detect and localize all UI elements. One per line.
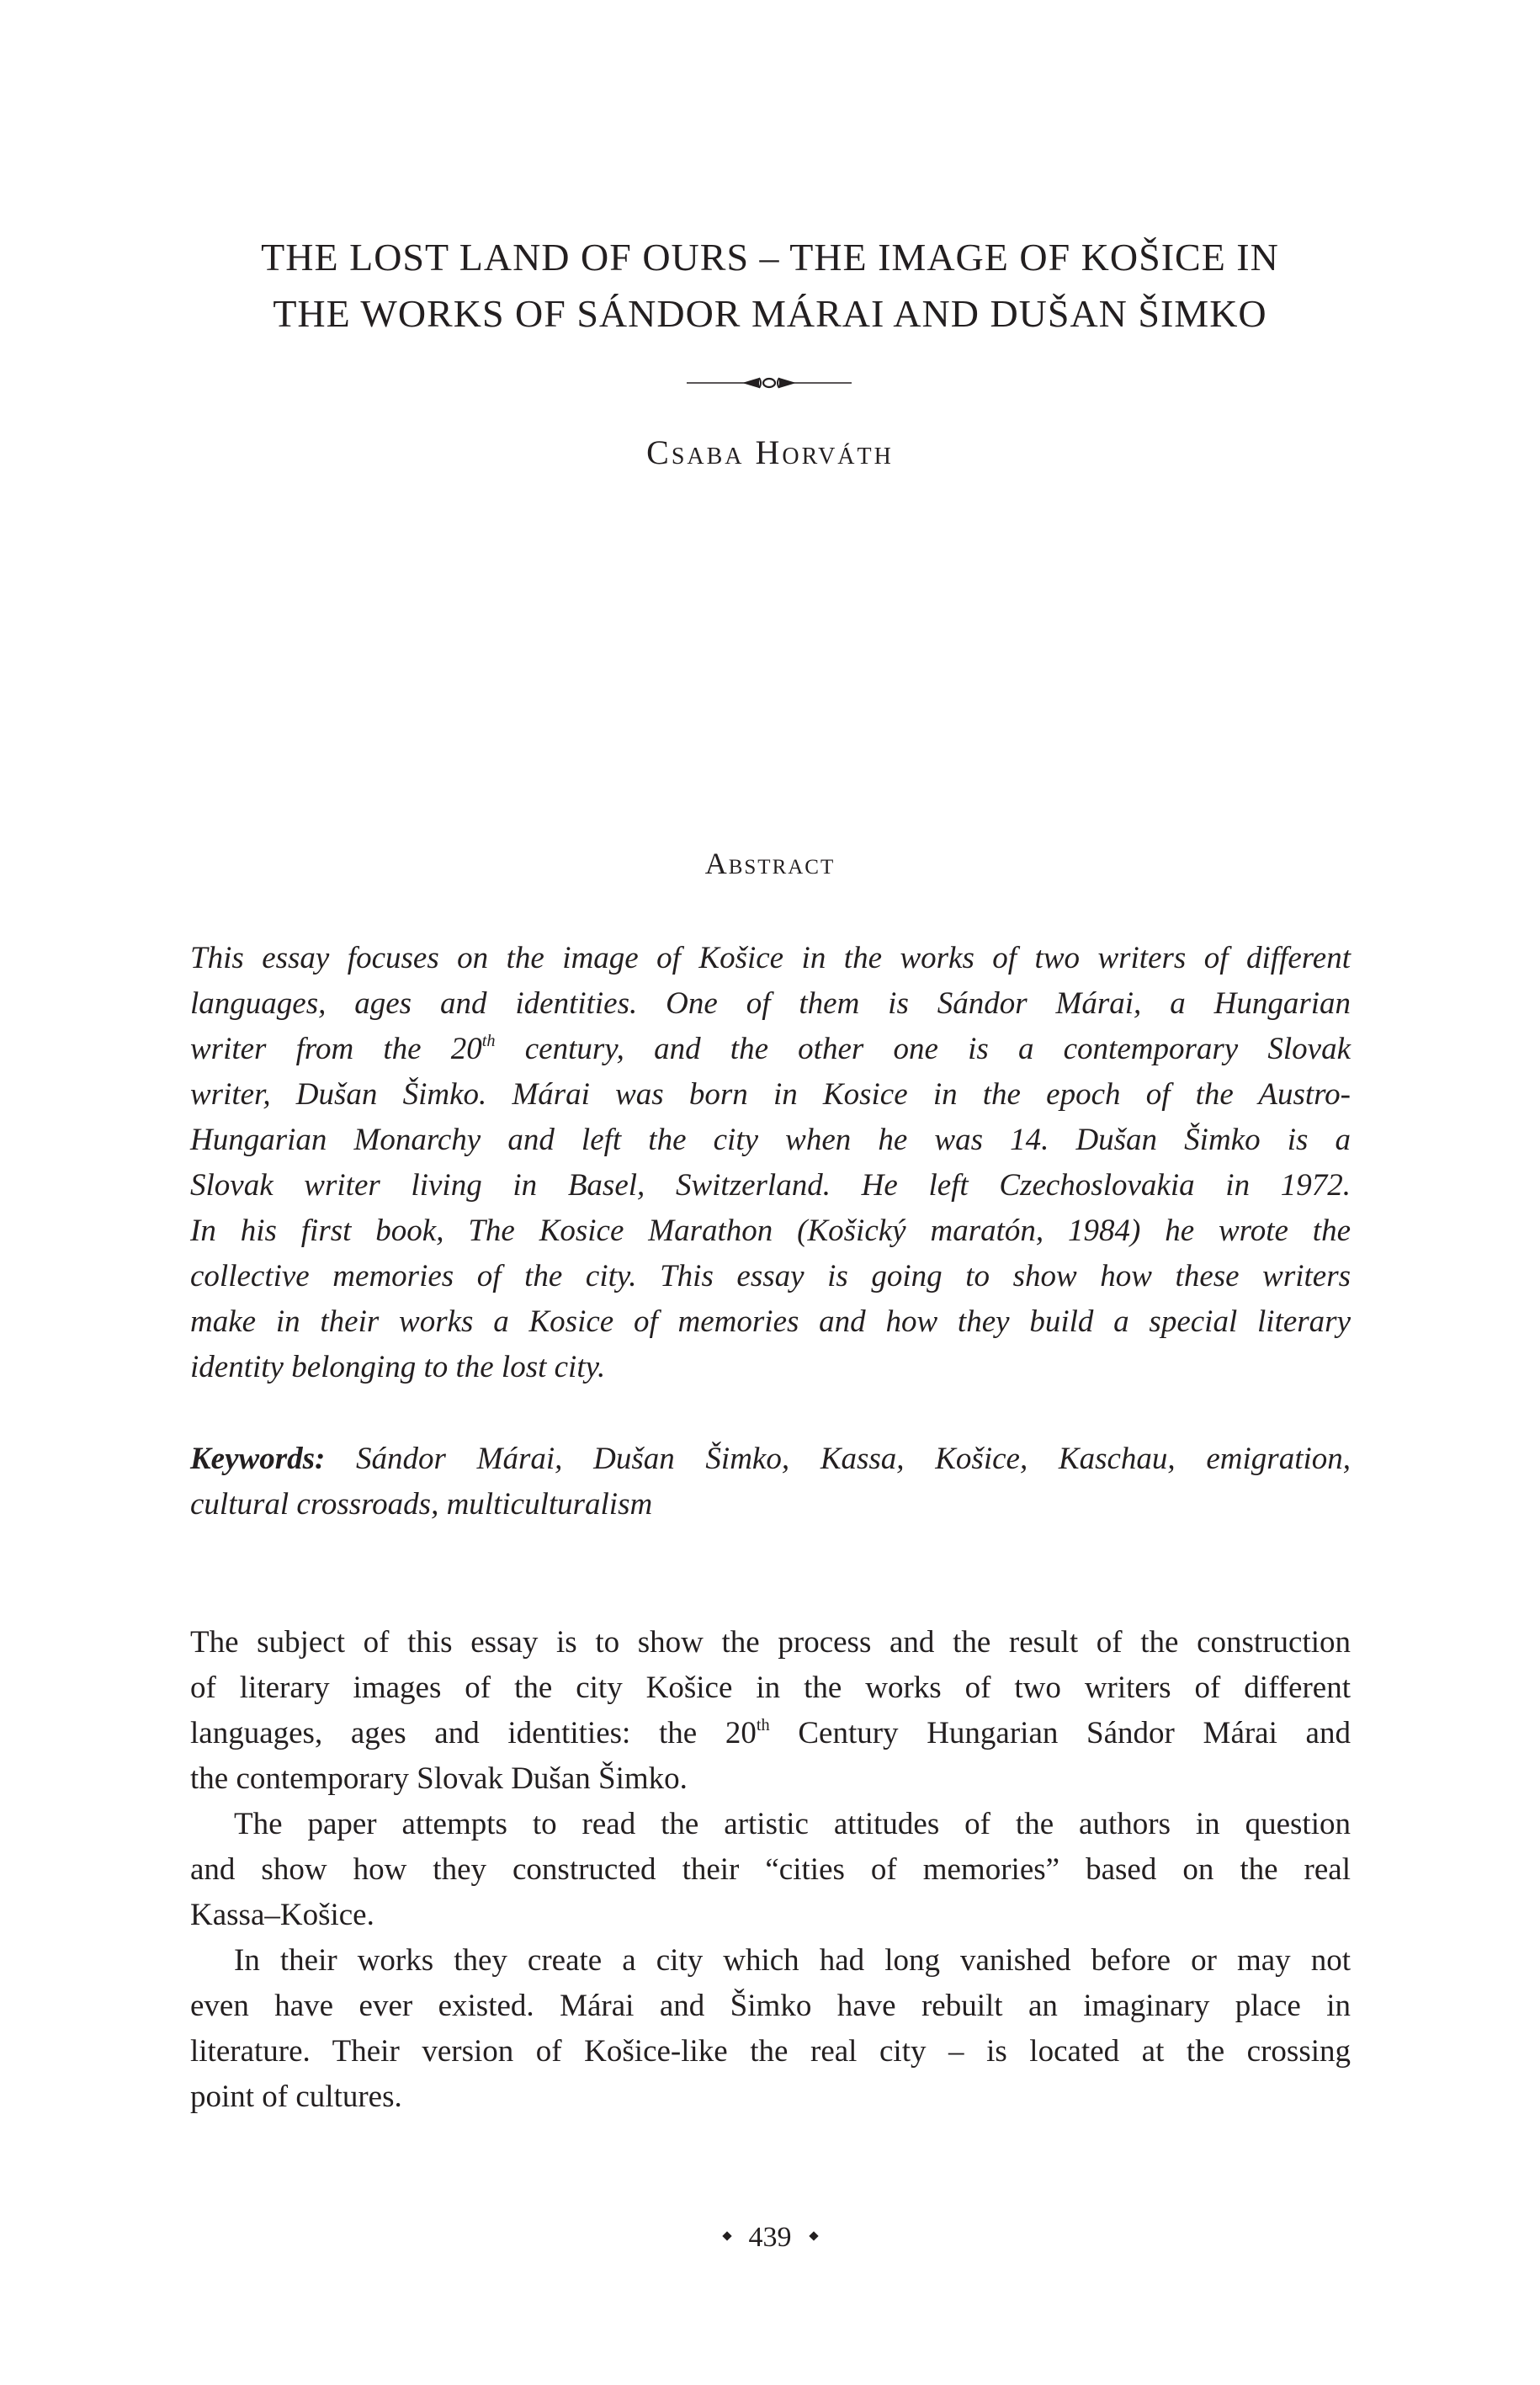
paper-title-line-1: THE LOST LAND OF OURS – THE IMAGE OF KOŠICE IN (261, 236, 1279, 279)
page-number-value: 439 (748, 2222, 792, 2253)
body-line: and show how they constructed their “cities of memories” based on the real (190, 1852, 1351, 1887)
body-line: even have ever existed. Márai and Šimko have rebuilt an imaginary place in (190, 1989, 1351, 2023)
divider-ornament-icon (687, 375, 852, 390)
body-line: The subject of this essay is to show the process and the result of the construction (190, 1625, 1351, 1660)
body-line: the contemporary Slovak Dušan Šimko. (190, 1761, 688, 1796)
abstract-line: identity belonging to the lost city. (190, 1350, 606, 1384)
author-name: Csaba Horváth (646, 433, 894, 471)
body-line: The paper attempts to read the artistic attitudes of the authors in question (234, 1807, 1351, 1841)
abstract-heading: Abstract (704, 847, 836, 880)
abstract-line: writer from the 20th century, and the other one is a contemporary Slovak (190, 1031, 1351, 1066)
body-line: literature. Their version of Košice-like the real city – is located at the crossing (190, 2034, 1351, 2069)
abstract-line: This essay focuses on the image of Košice in the works of two writers of different (190, 941, 1351, 975)
keywords-line: Keywords: Sándor Márai, Dušan Šimko, Kassa, Košice, Kaschau, emigration, (190, 1442, 1351, 1476)
body-line: languages, ages and identities: the 20th Century Hungarian Sándor Márai and (190, 1715, 1351, 1750)
body-line: of literary images of the city Košice in the works of two writers of different (190, 1671, 1351, 1705)
body-line: In their works they create a city which had long vanished before or may not (234, 1943, 1351, 1978)
abstract-line: Slovak writer living in Basel, Switzerland. He left Czechoslovakia in 1972. (190, 1168, 1351, 1203)
bullet-icon (722, 2232, 731, 2241)
abstract-line: writer, Dušan Šimko. Márai was born in Kosice in the epoch of the Austro- (190, 1077, 1351, 1112)
page-number (0, 2223, 1540, 2252)
keywords-label: Keywords: (190, 1442, 326, 1476)
body-line: point of cultures. (190, 2080, 402, 2114)
abstract-line: In his first book, The Kosice Marathon (Košický maratón, 1984) he wrote the (190, 1214, 1351, 1248)
body-line: Kassa–Košice. (190, 1898, 374, 1932)
abstract-line: collective memories of the city. This essay is going to show how these writers (190, 1259, 1351, 1293)
abstract-line: make in their works a Kosice of memories and how they build a special literary (190, 1304, 1351, 1339)
abstract-line: languages, ages and identities. One of them is Sándor Márai, a Hungarian (190, 986, 1351, 1021)
bullet-icon (809, 2232, 818, 2241)
keywords-line: cultural crossroads, multiculturalism (190, 1487, 653, 1522)
abstract-line: Hungarian Monarchy and left the city when he was 14. Dušan Šimko is a (190, 1123, 1351, 1157)
paper-title-line-2: THE WORKS OF SÁNDOR MÁRAI AND DUŠAN ŠIMKO (273, 292, 1267, 335)
